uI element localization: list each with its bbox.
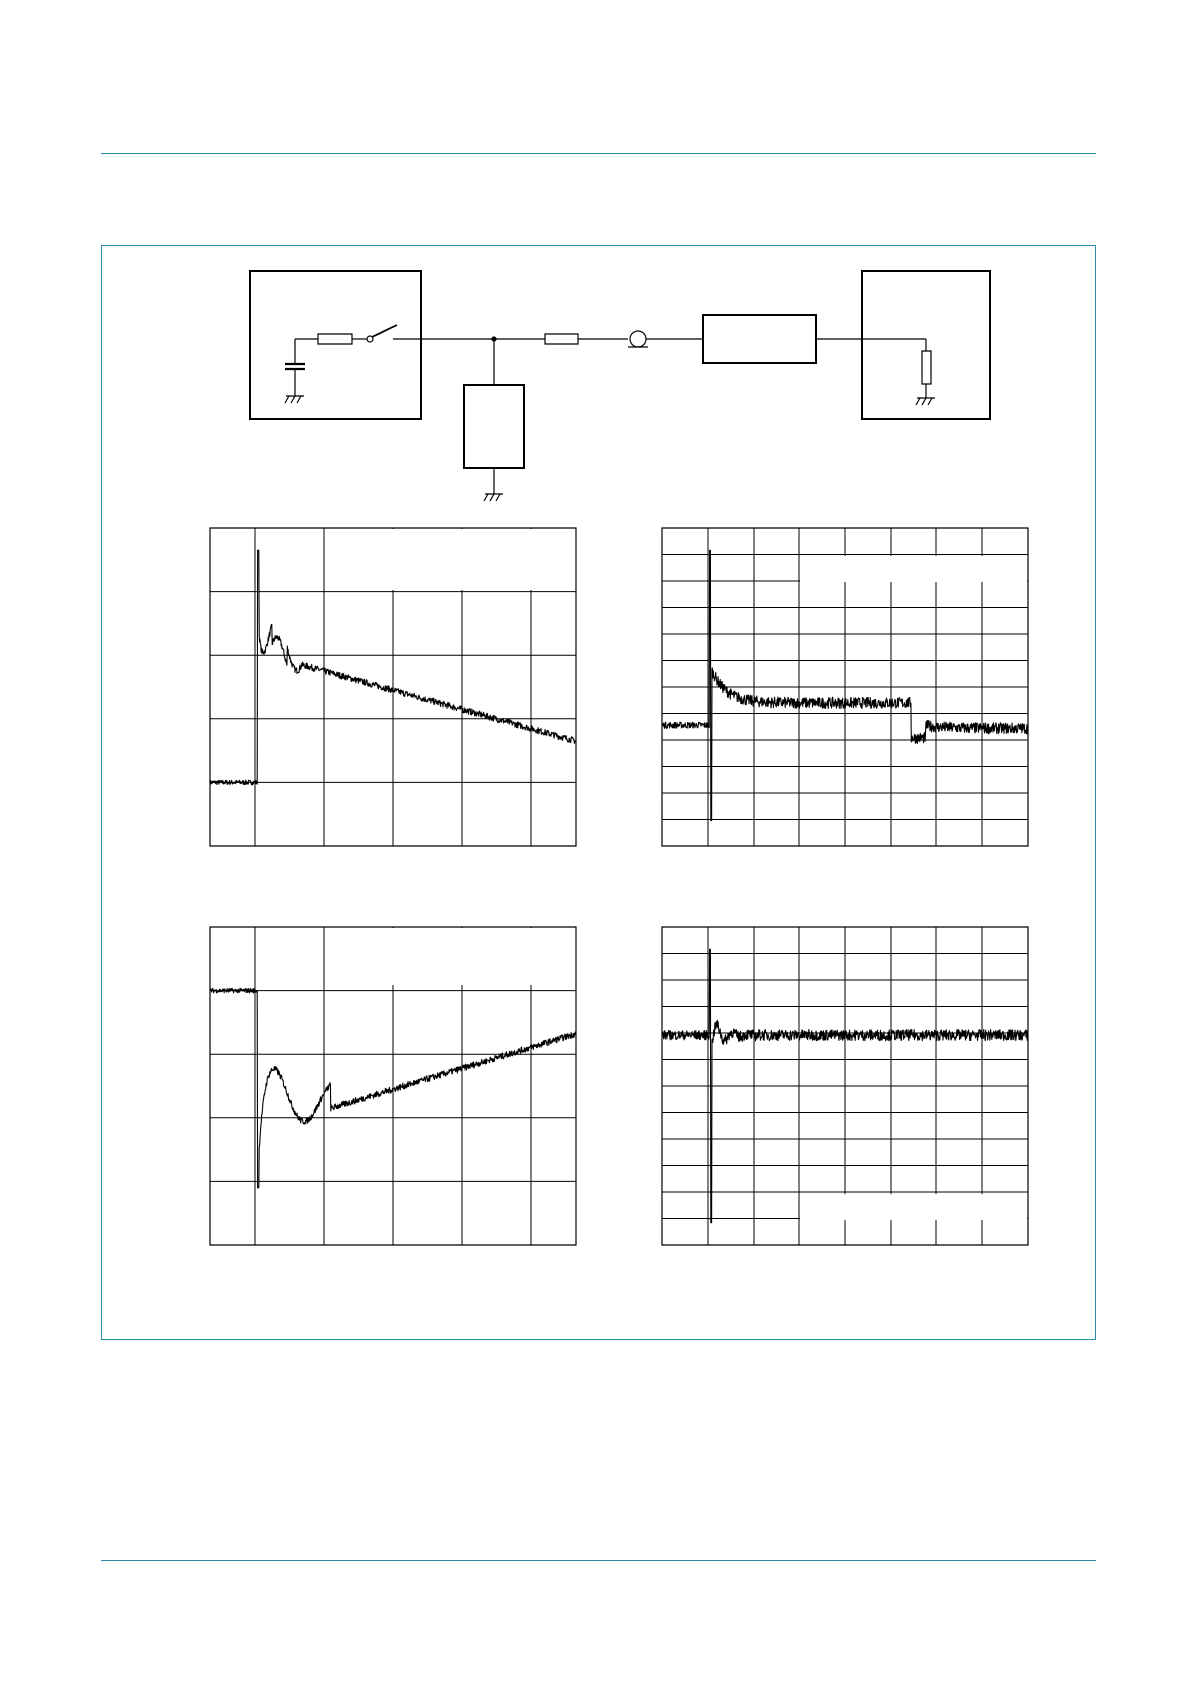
annotation-area <box>800 1194 1027 1220</box>
